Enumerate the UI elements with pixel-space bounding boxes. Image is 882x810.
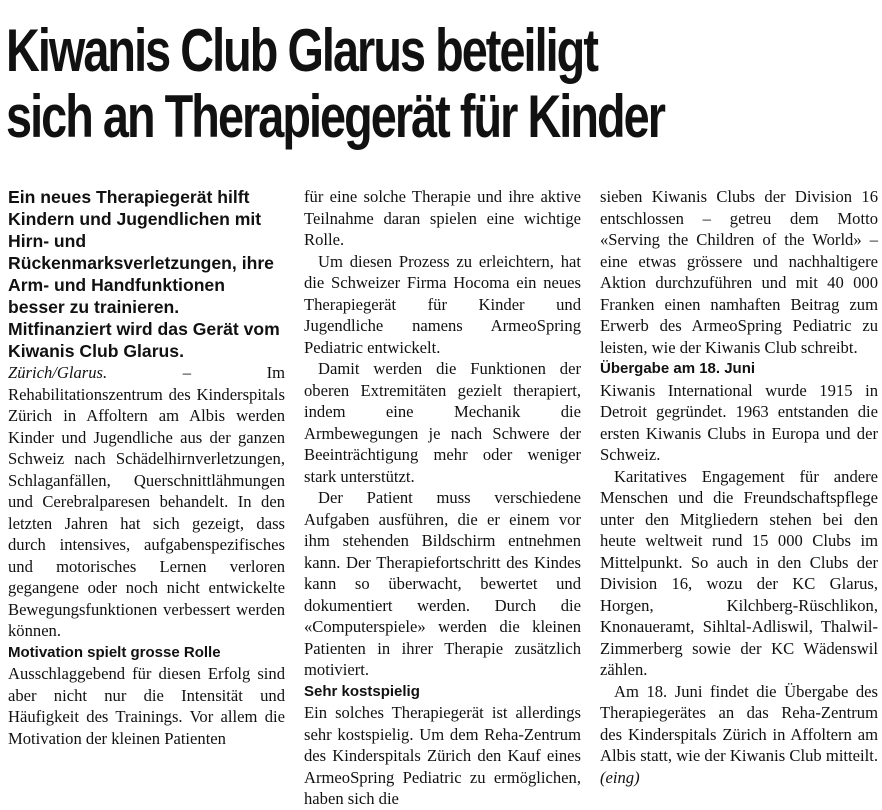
column-2	[304, 186, 581, 810]
paragraph-7: Kiwanis International wurde 1915 in Detroit gegründet. 1963 entstanden die ersten Kiwanis Clubs in Europa und der Schweiz.	[600, 380, 878, 464]
paragraph-6-continued: sieben Kiwanis Clubs der Division 16 entschlossen – getreu dem Motto «Serving the Children of the World» – eine etwas grössere und nachhaltigere Aktion durchzuführen und mit 40 000 Franken einen namhaften Beitrag zum Erwerb des ArmeoSpring Pediatric zu leisten, wie der Kiwanis Club schreibt.	[600, 187, 878, 357]
paragraph-8: Karitatives Engagement für andere Menschen und die Freundschaftspflege unter den Mitgliedern stehen bei den heute weltweit rund 15 000 Clubs im Mittelpunkt. So auch in den Clubs der Division 16, wozu der KC Glarus, Horgen, Kilchberg-Rüschlikon, Knonaueramt, Sihltal-Adliswil, Thalwil-Zimmerberg sowie der KC Wädenswil zählen.	[600, 466, 878, 679]
paragraph-4: Damit werden die Funktionen der oberen Extremitäten gezielt therapiert, indem eine Mechanik die Armbewegungen je nach Schwere der Beeinträchtigung mehr oder weniger stark unterstützt.	[304, 359, 581, 486]
paragraph-2	[8, 663, 285, 749]
dateline: Zürich/Glarus.	[8, 363, 108, 382]
paragraph-9-text: Am 18. Juni findet die Übergabe des Therapiegerätes an das Reha-Zentrum des Kinderspitals Zürich in Affoltern am Albis statt, wie der Kiwanis Club mitteilt.	[600, 681, 878, 765]
headline	[6, 18, 685, 150]
author-signature: (eing)	[600, 767, 640, 787]
paragraph-1	[8, 362, 285, 642]
headline-line-1: Kiwanis Club Glarus beteiligt	[6, 17, 597, 84]
paragraph-9	[600, 681, 878, 789]
subheading-kostspielig: Sehr kostspielig	[304, 682, 420, 700]
paragraph-5: Der Patient muss verschiedene Aufgaben ausführen, die er einem vor ihm stehenden Bildschirm entnehmen kann. Der Therapiefortschritt des Kindes kann so überwacht, bewertet und dokumentiert werden. Durch die «Computerspiele» werden die kleinen Patienten in ihrer Therapie zusätzlich motiviert.	[304, 488, 581, 679]
column-1	[8, 186, 285, 749]
subheading-motivation: Motivation spielt grosse Rolle	[8, 643, 221, 661]
paragraph-1-text: – Im Rehabilitationszentrum des Kinderspitals Zürich in Affoltern am Albis werden Kinder und Jugendliche aus der ganzen Schweiz nach Schädelhirnverletzungen, Schlaganfällen, Querschnittlähmungen und Cerebralparesen behandelt. In den letzten Jahren hat sich gezeigt, dass durch intensives, aufgabenspezifisches und motorisches Lernen verloren gegangene oder noch nicht entwickelte Bewegungsfunktionen verbessert werden können.	[8, 363, 285, 640]
paragraph-3: Um diesen Prozess zu erleichtern, hat die Schweizer Firma Hocoma ein neues Therapiegerät für Kinder und Jugendliche namens ArmeoSpring Pediatric entwickelt.	[304, 251, 581, 357]
column-3	[600, 186, 878, 788]
subheading-uebergabe: Übergabe am 18. Juni	[600, 360, 756, 377]
paragraph-6: Ein solches Therapiegerät ist allerdings sehr kostspielig. Um dem Reha-Zentrum des Kinderspitals Zürich den Kauf eines ArmeoSpring Pediatric zu ermöglichen, haben sich die	[304, 703, 581, 808]
paragraph-2-continued: für eine solche Therapie und ihre aktive Teilnahme daran spielen eine wichtige Rolle.	[304, 187, 581, 249]
lead-paragraph: Ein neues Therapiegerät hilft Kindern und Jugendlichen mit Hirn- und Rückenmarksverletzungen, ihre Arm- und Handfunktionen besser zu trainieren. Mitfinanziert wird das Gerät vom Kiwanis Club Glarus.	[8, 187, 280, 361]
headline-line-2: sich an Therapiegerät für Kinder	[6, 83, 664, 150]
paragraph-2-text-a: Ausschlaggebend für diesen Erfolg sind aber nicht nur die Intensität und Häufigkeit des Trainings. Vor allem die Motivation der kleinen Patienten	[8, 664, 285, 748]
